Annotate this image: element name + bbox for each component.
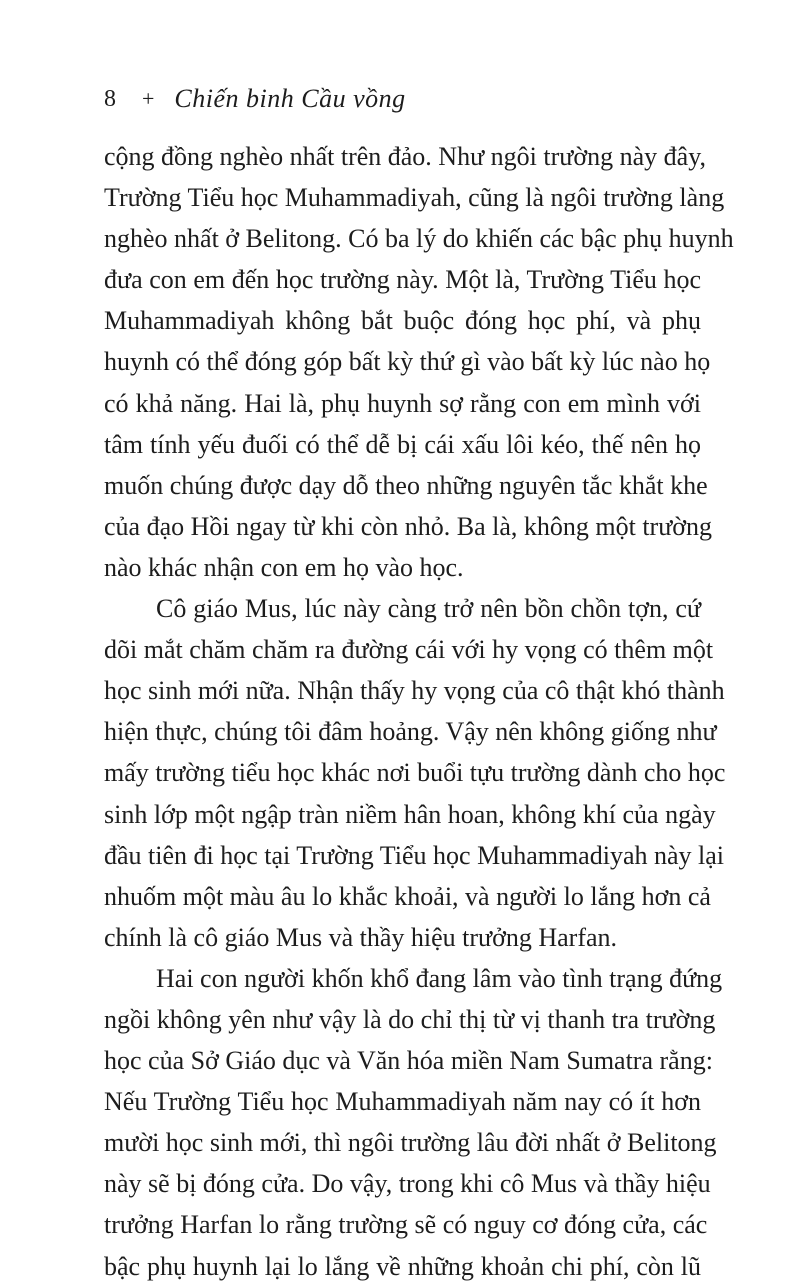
- text-line: nào khác nhận con em họ vào học.: [104, 552, 464, 582]
- text-line: muốn chúng được dạy dỗ theo những nguyên tắc khắt khe: [104, 470, 708, 500]
- page-number: 8: [104, 86, 116, 112]
- text-line: mấy trường tiểu học khác nơi buổi tựu trường dành cho học: [104, 758, 726, 788]
- book-title: Chiến binh Cầu vồng: [174, 84, 406, 113]
- text-line: chính là cô giáo Mus và thầy hiệu trưởng Harfan.: [104, 922, 618, 952]
- text-line: Nếu Trường Tiểu học Muhammadiyah năm nay có ít hơn: [104, 1087, 701, 1117]
- text-line: Hai con người khốn khổ đang lâm vào tình trạng đứng: [156, 963, 723, 993]
- text-line: đưa con em đến học trường này. Một là, Trường Tiểu học: [104, 265, 701, 295]
- text-line: có khả năng. Hai là, phụ huynh sợ rằng con em mình với: [104, 388, 701, 418]
- text-line: ngồi không yên như vậy là do chỉ thị từ vị thanh tra trường: [104, 1004, 716, 1034]
- text-line: bậc phụ huynh lại lo lắng về những khoản chi phí, còn lũ: [104, 1251, 701, 1281]
- text-line: dõi mắt chăm chăm ra đường cái với hy vọng có thêm một: [104, 635, 714, 665]
- text-line: này sẽ bị đóng cửa. Do vậy, trong khi cô Mus và thầy hiệu: [104, 1169, 711, 1199]
- text-line: của đạo Hồi ngay từ khi còn nhỏ. Ba là, không một trường: [104, 511, 713, 541]
- text-line: cộng đồng nghèo nhất trên đảo. Như ngôi trường này đây,: [104, 142, 707, 171]
- text-line: sinh lớp một ngập tràn niềm hân hoan, không khí của ngày: [104, 799, 716, 829]
- text-line: mười học sinh mới, thì ngôi trường lâu đời nhất ở Belitong: [104, 1128, 717, 1158]
- text-line: học sinh mới nữa. Nhận thấy hy vọng của cô thật khó thành: [104, 676, 725, 706]
- running-head: [104, 82, 406, 116]
- text-line: trưởng Harfan lo rằng trường sẽ có nguy cơ đóng cửa, các: [104, 1210, 708, 1240]
- text-line: hiện thực, chúng tôi đâm hoảng. Vậy nên không giống như: [104, 717, 717, 747]
- cross-ornament-icon: +: [142, 86, 155, 111]
- text-line: tâm tính yếu đuối có thể dễ bị cái xấu lôi kéo, thế nên họ: [104, 429, 701, 459]
- paragraph: [104, 958, 723, 1287]
- body-text: [104, 136, 734, 1287]
- text-line: Cô giáo Mus, lúc này càng trở nên bồn chồn tợn, cứ: [156, 594, 701, 624]
- text-line: học của Sở Giáo dục và Văn hóa miền Nam Sumatra rằng:: [104, 1046, 713, 1076]
- text-line: nhuốm một màu âu lo khắc khoải, và người lo lắng hơn cả: [104, 881, 711, 911]
- text-line: nghèo nhất ở Belitong. Có ba lý do khiến các bậc phụ huynh: [104, 224, 734, 254]
- text-line: Trường Tiểu học Muhammadiyah, cũng là ngôi trường làng: [104, 183, 725, 213]
- text-line: đầu tiên đi học tại Trường Tiểu học Muhammadiyah này lại: [104, 840, 725, 870]
- paragraph: [104, 588, 726, 958]
- text-line: Muhammadiyah không bắt buộc đóng học phí, và phụ: [104, 306, 701, 336]
- paragraph: [104, 136, 734, 588]
- text-line: huynh có thể đóng góp bất kỳ thứ gì vào bất kỳ lúc nào họ: [104, 347, 711, 377]
